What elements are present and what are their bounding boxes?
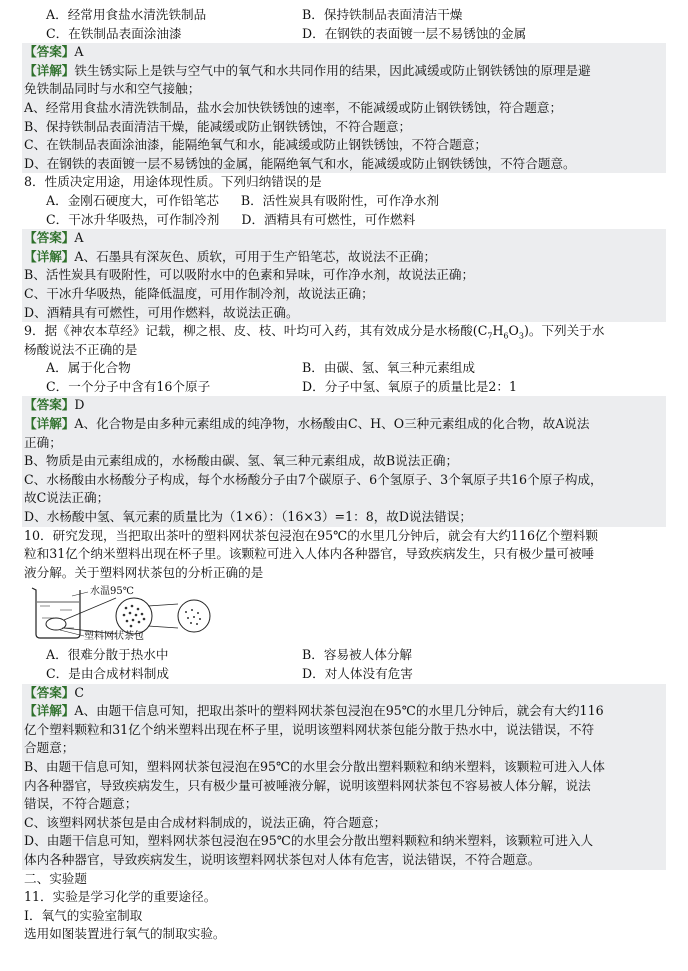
q7-detail-line: 免铁制品同时与水和空气接触； xyxy=(24,81,201,97)
q8-option-a: A．金刚石硬度大，可作铅笔芯 xyxy=(46,192,219,208)
q7-detail-line: B、保持铁制品表面清洁干燥，能减缓或防止钢铁锈蚀，不符合题意； xyxy=(24,118,412,134)
q10-stem-line: 10．研究发现，当把取出茶叶的塑料网状茶包浸泡在95℃的水里几分钟后，就会有大约116亿个塑料颗 xyxy=(24,527,598,543)
q8-detail-line: D、酒精具有可燃性，可用作燃料，故说法正确。 xyxy=(24,304,299,320)
q11-sub-heading: Ⅰ．氧气的实验室制取 xyxy=(24,907,143,923)
q8-options-row-1 xyxy=(24,192,666,211)
q7-option-b: B．保持铁制品表面清洁干燥 xyxy=(302,7,463,22)
q7-detail-line: A、经常用食盐水清洗铁制品，盐水会加快铁锈蚀的速率，不能减缓或防止钢铁锈蚀，符合题意； xyxy=(24,99,563,115)
q10-options-row-2 xyxy=(24,665,666,684)
q9-answer: D xyxy=(74,397,85,413)
q9-option-a: A．属于化合物 xyxy=(46,360,131,376)
q10-option-d: D．对人体没有危害 xyxy=(302,666,413,681)
q8-detail-line: B、活性炭具有吸附性，可以吸附水中的色素和异味，可作净水剂，故说法正确； xyxy=(24,267,475,283)
q10-detail-line: 错误，不符合题意； xyxy=(24,796,138,812)
q9-option-b: B．由碳、氢、氧三种元素组成 xyxy=(302,360,475,376)
q7-detail-line: 铁生锈实际上是铁与空气中的氧气和水共同作用的结果，因此减缓或防止钢铁锈蚀的原理是避 xyxy=(74,62,591,78)
q9-detail-line: A、化合物是由多种元素组成的纯净物，水杨酸由C、H、O三种元素组成的化合物，故A说法 xyxy=(74,416,590,432)
q10-answer-box xyxy=(22,684,666,870)
q8-options-row-2 xyxy=(24,211,666,230)
q10-detail-line: A、由题干信息可知，把取出茶叶的塑料网状茶包浸泡在95℃的水里几分钟后，就会有大约116 xyxy=(74,703,604,719)
q7-options-row-1 xyxy=(24,6,666,25)
q9-stem-text: 9．据《神农本草经》记载，柳之根、皮、枝、叶均可入药，其有效成分是水杨酸(C xyxy=(24,323,488,339)
q10-stem-line: 粒和31亿个纳米塑料出现在杯子里。该颗粒可进入人体内各种器官，导致疾病发生，只有极少量可被唾 xyxy=(24,546,595,562)
q10-option-a: A．很难分散于热水中 xyxy=(46,647,169,663)
q8-option-c: C．干冰升华吸热，可作制冷剂 xyxy=(46,211,220,227)
q7-option-d: D．在钢铁的表面镀一层不易锈蚀的金属 xyxy=(302,25,527,41)
q8-option-d: D．酒精具有可燃性，可作燃料 xyxy=(241,211,416,227)
q10-detail-line: 亿个塑料颗粒和31亿个纳米塑料出现在杯子里，说明该塑料网状茶包能分散于热水中，说法错误，不符 xyxy=(24,721,595,737)
q7-answer: A xyxy=(74,44,84,60)
water-temp-label: 水温95℃ xyxy=(90,586,134,598)
q7-option-c: C．在铁制品表面涂油漆 xyxy=(46,25,182,41)
q9-detail-line: 正确； xyxy=(24,434,62,450)
detail-tag: 【详解】 xyxy=(24,416,75,432)
q10-option-c: C．是由合成材料制成 xyxy=(46,666,169,681)
q9-options-row-1 xyxy=(24,359,666,378)
q9-formula-sub: 3 xyxy=(518,331,524,341)
q10-stem-line: 液分解。关于塑料网状茶包的分析正确的是 xyxy=(24,564,264,580)
q7-options-row-2 xyxy=(24,25,666,44)
q9-detail-line: D、水杨酸中氢、氧元素的质量比为（1×6）：（16×3）=1：8，故D说法错误； xyxy=(24,509,472,525)
q8-option-b: B．活性炭具有吸附性，可作净水剂 xyxy=(240,192,439,208)
answer-tag: 【答案】 xyxy=(24,397,75,413)
answer-tag: 【答案】 xyxy=(24,230,75,246)
q11-stem: 11．实验是学习化学的重要途径。 xyxy=(24,889,217,905)
q11-instruction: 选用如图装置进行氧气的制取实验。 xyxy=(24,926,226,942)
q9-option-c: C．一个分子中含有16个原子 xyxy=(46,378,211,394)
q10-detail-line: D、由题干信息可知，塑料网状茶包浸泡在95℃的水里会分散出塑料颗粒和纳米塑料，该颗粒可进入人 xyxy=(24,833,594,849)
q9-formula-part: H xyxy=(492,323,504,339)
q10-option-b: B．容易被人体分解 xyxy=(302,647,413,663)
q8-answer: A xyxy=(74,230,84,246)
teabag-figure xyxy=(28,584,228,644)
q7-detail-line: D、在钢铁的表面镀一层不易锈蚀的金属，能隔绝氧气和水，能减缓或防止钢铁锈蚀，不符合题意。 xyxy=(24,155,576,171)
q8-answer-box xyxy=(22,229,666,322)
q10-answer: C xyxy=(74,684,85,700)
detail-tag: 【详解】 xyxy=(24,62,75,78)
q8-detail-line: C、干冰升华吸热，能降低温度，可用作制冷剂，故说法正确； xyxy=(24,285,374,301)
q10-detail-line: 体内各种器官，导致疾病发生，说明该塑料网状茶包对人体有危害，说法错误，不符合题意。 xyxy=(24,851,541,867)
section-heading: 二、实验题 xyxy=(24,870,87,886)
answer-tag: 【答案】 xyxy=(24,44,75,60)
q9-options-row-2 xyxy=(24,378,666,397)
q9-stem-text: )。下列关于水 xyxy=(523,323,605,339)
q10-detail-line: 内各种器官，导致疾病发生，只有极少量可被唾液分解，说明该塑料网状茶包不容易被人体分解，说法 xyxy=(24,777,591,793)
teabag-label: 塑料网状茶包 xyxy=(84,631,144,643)
document-page xyxy=(24,6,666,944)
q9-answer-box xyxy=(22,396,666,526)
detail-tag: 【详解】 xyxy=(24,248,75,264)
q7-option-a: A．经常用食盐水清洗铁制品 xyxy=(46,7,207,22)
detail-tag: 【详解】 xyxy=(24,703,75,719)
q9-formula-sub: 7 xyxy=(487,331,493,341)
q9-formula-part: O xyxy=(508,323,519,339)
q8-stem: 8．性质决定用途，用途体现性质。下列归纳错误的是 xyxy=(24,174,322,190)
answer-tag: 【答案】 xyxy=(24,684,75,700)
q10-options-row-1 xyxy=(24,646,666,665)
q10-detail-line: 合题意； xyxy=(24,740,75,756)
q9-detail-line: B、物质是由元素组成的，水杨酸由碳、氢、氧三种元素组成，故B说法正确； xyxy=(24,453,459,469)
q10-detail-line: C、该塑料网状茶包是由合成材料制成的，说法正确，符合题意； xyxy=(24,814,387,830)
q8-detail-line: A、石墨具有深灰色、质软，可用于生产铅笔芯，故说法不正确； xyxy=(74,248,437,264)
q9-detail-line: 故C说法正确； xyxy=(24,490,110,506)
q9-formula-sub: 6 xyxy=(503,331,509,341)
q9-stem xyxy=(24,322,666,341)
q7-detail-line: C、在铁制品表面涂油漆，能隔绝氧气和水，能减缓或防止钢铁锈蚀，不符合题意； xyxy=(24,137,488,153)
q9-option-d: D．分子中氢、氧原子的质量比是2：1 xyxy=(302,378,518,394)
q9-stem-line-2: 杨酸说法不正确的是 xyxy=(24,341,138,357)
q10-detail-line: B、由题干信息可知，塑料网状茶包浸泡在95℃的水里会分散出塑料颗粒和纳米塑料，该颗粒可进入人体 xyxy=(24,758,605,774)
q7-answer-box xyxy=(22,43,666,173)
q9-detail-line: C、水杨酸由水杨酸分子构成，每个水杨酸分子由7个碳原子、6个氢原子、3个氧原子共16个原子构成， xyxy=(24,471,603,487)
